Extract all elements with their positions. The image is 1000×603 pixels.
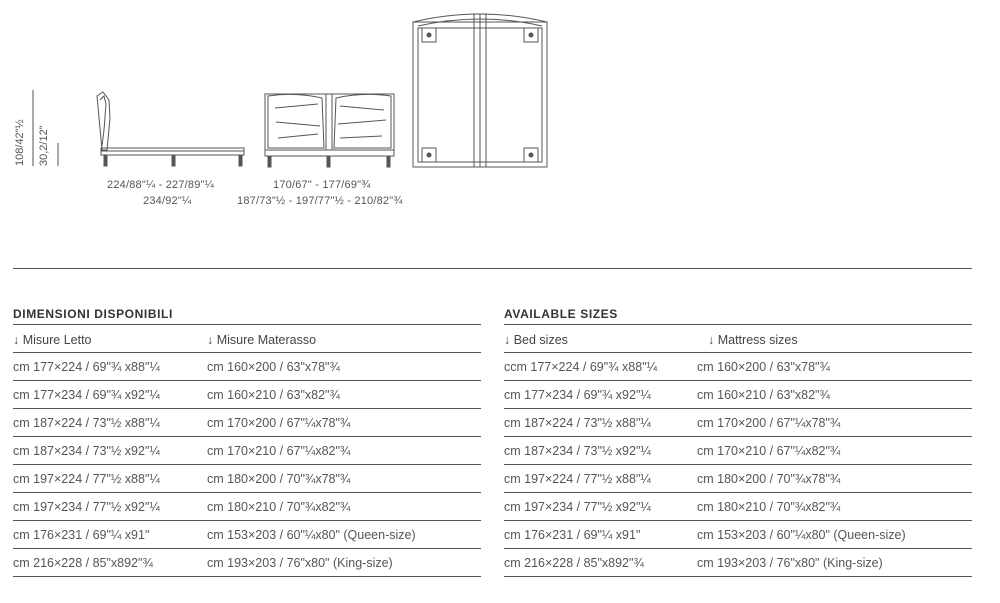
table-row [13, 353, 481, 381]
table-row [13, 465, 481, 493]
bed-size-cell: cm 177×234 / 69"¾ x92"¼ [504, 388, 651, 402]
table-row [13, 409, 481, 437]
mattress-size-cell: cm 160×210 / 63"x82"¾ [697, 388, 830, 402]
table-row [13, 521, 481, 549]
bed-size-cell: cm 187×234 / 73"½ x92"¼ [504, 444, 651, 458]
bed-size-cell: cm 216×228 / 85"x892"¾ [13, 556, 153, 570]
front-view-drawing [265, 94, 394, 167]
table-row [504, 353, 972, 381]
mattress-size-cell: cm 193×203 / 76"x80" (King-size) [697, 556, 883, 570]
bed-size-cell: cm 176×231 / 69"¼ x91" [504, 528, 641, 542]
italian-sizes-panel [13, 304, 481, 577]
bed-size-cell: cm 197×234 / 77"½ x92"¼ [13, 500, 160, 514]
bed-size-cell: ccm 177×224 / 69"¾ x88"¼ [504, 360, 658, 374]
bed-size-cell: cm 197×234 / 77"½ x92"¼ [504, 500, 651, 514]
mattress-size-column-header: ↓ Misure Materasso [207, 333, 317, 347]
table-header [504, 325, 972, 352]
table-row [13, 549, 481, 577]
table-row [13, 493, 481, 521]
bed-height-label: 108/42"½ [14, 119, 26, 166]
headboard-height-label: 30,2/12" [38, 125, 50, 166]
mattress-size-cell: cm 180×200 / 70"¾x78"¾ [207, 472, 351, 486]
mattress-size-cell: cm 160×200 / 63"x78"¾ [697, 360, 830, 374]
english-sizes-panel [504, 304, 972, 577]
side-length-label-alt: 234/92"¼ [143, 195, 192, 207]
panel-title: DIMENSIONI DISPONIBILI [13, 307, 173, 321]
mattress-size-cell: cm 153×203 / 60"¼x80" (Queen-size) [207, 528, 416, 542]
bed-size-cell: cm 216×228 / 85"x892"¾ [504, 556, 644, 570]
front-width-label: 170/67" - 177/69"¾ [273, 179, 371, 191]
section-divider [13, 268, 972, 269]
panel-title: AVAILABLE SIZES [504, 307, 618, 321]
table-row [504, 437, 972, 465]
bed-size-column-header: ↓ Bed sizes [504, 333, 568, 347]
front-width-label-alt: 187/73"½ - 197/77"½ - 210/82"¾ [237, 195, 403, 207]
table-row [13, 437, 481, 465]
table-row [504, 381, 972, 409]
top-view-drawing [413, 14, 547, 167]
bed-size-cell: cm 177×224 / 69"¾ x88"¼ [13, 360, 160, 374]
table-row [504, 549, 972, 577]
table-row [504, 409, 972, 437]
mattress-size-cell: cm 193×203 / 76"x80" (King-size) [207, 556, 393, 570]
bed-technical-drawings [0, 0, 1000, 260]
mattress-size-cell: cm 170×210 / 67"¼x82"¾ [207, 444, 351, 458]
mattress-size-cell: cm 160×210 / 63"x82"¾ [207, 388, 340, 402]
bed-size-cell: cm 187×224 / 73"½ x88"¼ [504, 416, 651, 430]
mattress-size-column-header: ↓ Mattress sizes [708, 333, 798, 347]
table-row [504, 521, 972, 549]
mattress-size-cell: cm 153×203 / 60"¼x80" (Queen-size) [697, 528, 906, 542]
bed-size-cell: cm 197×224 / 77"½ x88"¼ [13, 472, 160, 486]
mattress-size-cell: cm 180×200 / 70"¾x78"¾ [697, 472, 841, 486]
side-view-drawing [97, 92, 244, 166]
table-row [13, 381, 481, 409]
mattress-size-cell: cm 180×210 / 70"¾x82"¾ [207, 500, 351, 514]
table-row [504, 493, 972, 521]
bed-size-cell: cm 176×231 / 69"¼ x91" [13, 528, 150, 542]
bed-size-cell: cm 187×224 / 73"½ x88"¼ [13, 416, 160, 430]
table-header [13, 325, 481, 352]
bed-size-cell: cm 197×224 / 77"½ x88"¼ [504, 472, 651, 486]
mattress-size-cell: cm 170×210 / 67"¼x82"¾ [697, 444, 841, 458]
side-length-label: 224/88"¼ - 227/89"¼ [107, 179, 215, 191]
bed-size-cell: cm 187×234 / 73"½ x92"¼ [13, 444, 160, 458]
mattress-size-cell: cm 160×200 / 63"x78"¾ [207, 360, 340, 374]
bed-size-column-header: ↓ Misure Letto [13, 333, 92, 347]
table-row [504, 465, 972, 493]
mattress-size-cell: cm 170×200 / 67"¼x78"¾ [207, 416, 351, 430]
bed-size-cell: cm 177×234 / 69"¾ x92"¼ [13, 388, 160, 402]
mattress-size-cell: cm 170×200 / 67"¼x78"¾ [697, 416, 841, 430]
mattress-size-cell: cm 180×210 / 70"¾x82"¾ [697, 500, 841, 514]
